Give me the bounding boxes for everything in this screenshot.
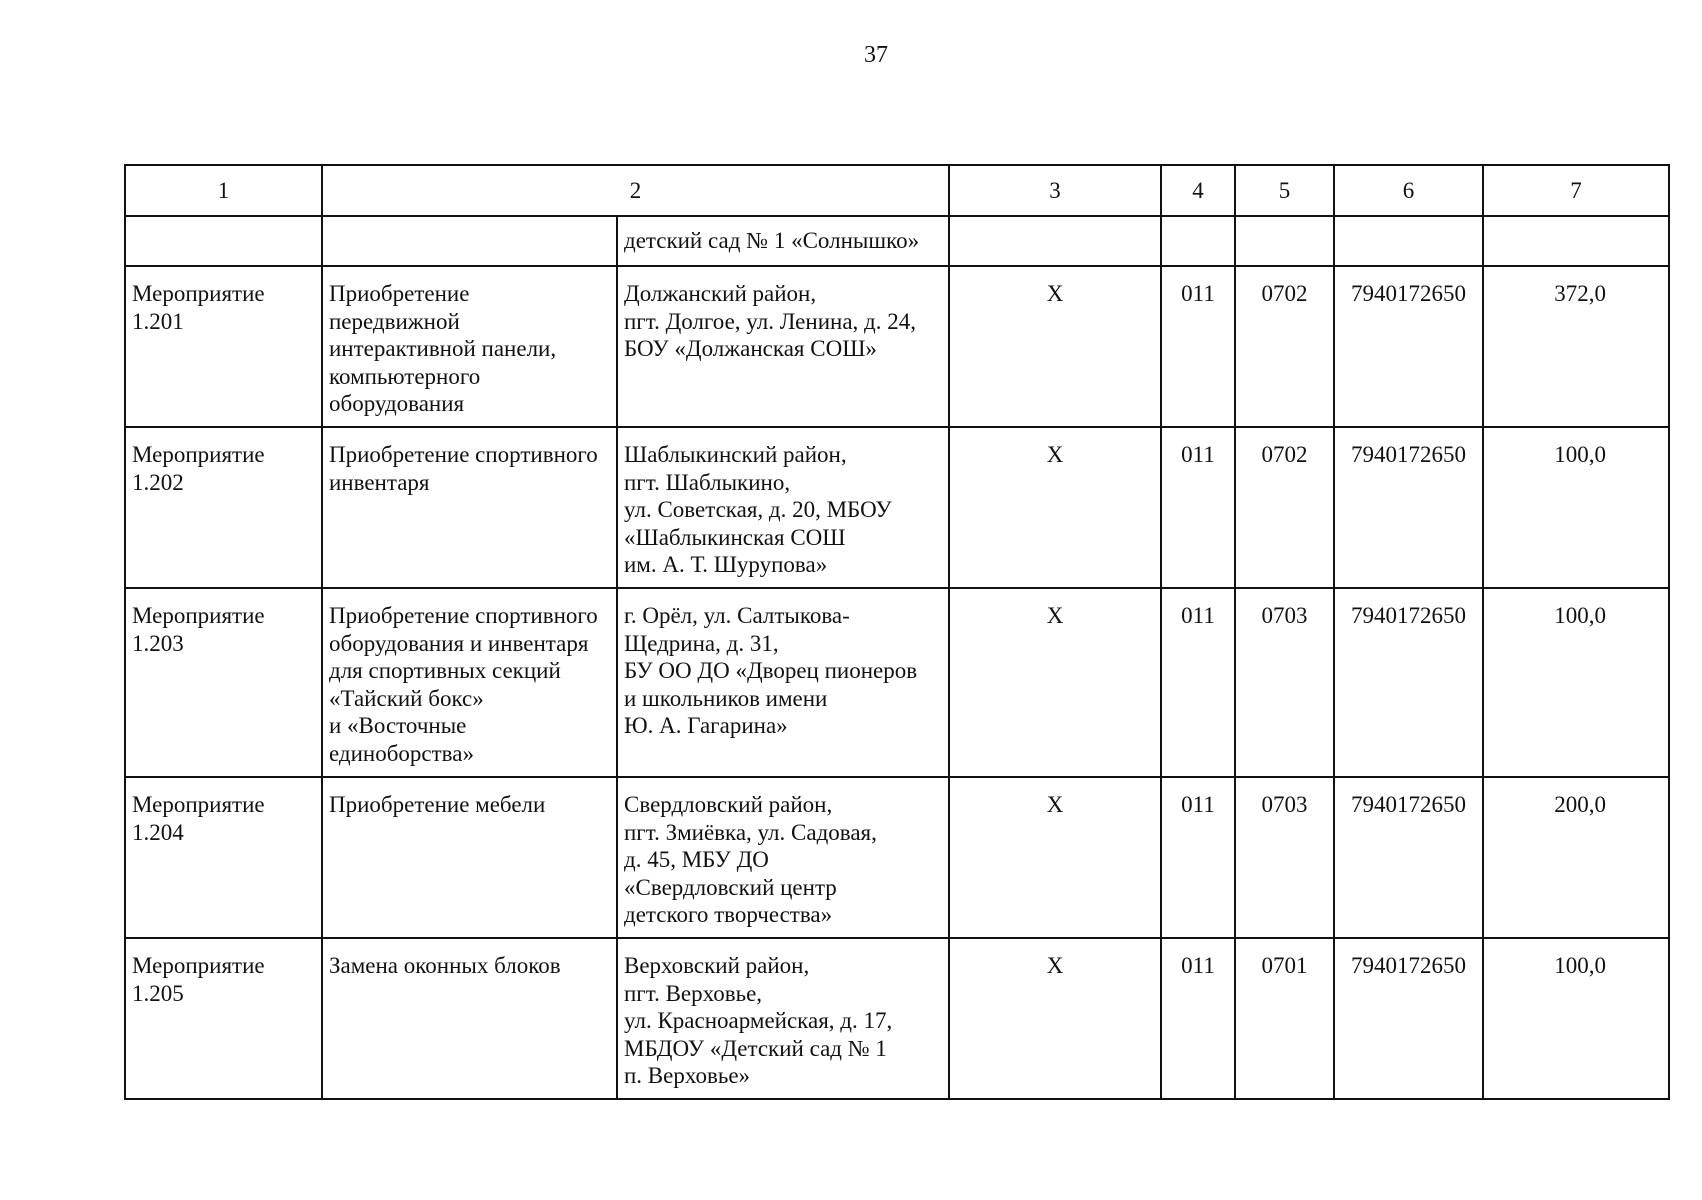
cell-col3: Х bbox=[949, 777, 1161, 938]
cell-col3: Х bbox=[949, 266, 1161, 427]
header-cell-2: 2 bbox=[322, 165, 949, 216]
cell-col5: 0703 bbox=[1235, 777, 1334, 938]
budget-table bbox=[124, 164, 1670, 1100]
cell-name bbox=[322, 216, 617, 266]
cell-location: Шаблыкинский район, пгт. Шаблыкино, ул. Советская, д. 20, МБОУ «Шаблыкинская СОШ им. А. Т. Шурупова» bbox=[617, 427, 949, 588]
cell-name: Замена оконных блоков bbox=[322, 938, 617, 1099]
cell-col5 bbox=[1235, 216, 1334, 266]
table-row bbox=[125, 588, 1669, 777]
cell-col4: 011 bbox=[1161, 427, 1235, 588]
cell-col3: Х bbox=[949, 588, 1161, 777]
cell-col3: Х bbox=[949, 427, 1161, 588]
header-cell-7: 7 bbox=[1483, 165, 1669, 216]
cell-name: Приобретение спортивного инвентаря bbox=[322, 427, 617, 588]
cell-col5: 0702 bbox=[1235, 266, 1334, 427]
cell-name: Приобретение спортивного оборудования и инвентаря для спортивных секций «Тайский бокс» и «Восточные единоборства» bbox=[322, 588, 617, 777]
cell-col6: 7940172650 bbox=[1334, 266, 1483, 427]
cell-col4: 011 bbox=[1161, 588, 1235, 777]
cell-col7 bbox=[1483, 216, 1669, 266]
cell-col7: 100,0 bbox=[1483, 427, 1669, 588]
continuation-row bbox=[125, 216, 1669, 266]
cell-col5: 0702 bbox=[1235, 427, 1334, 588]
cell-col4: 011 bbox=[1161, 938, 1235, 1099]
cell-event: Мероприятие 1.205 bbox=[125, 938, 322, 1099]
cell-location: Свердловский район, пгт. Змиёвка, ул. Садовая, д. 45, МБУ ДО «Свердловский центр детского творчества» bbox=[617, 777, 949, 938]
cell-col7: 100,0 bbox=[1483, 938, 1669, 1099]
cell-name: Приобретение мебели bbox=[322, 777, 617, 938]
table-row bbox=[125, 777, 1669, 938]
header-cell-5: 5 bbox=[1235, 165, 1334, 216]
cell-col7: 372,0 bbox=[1483, 266, 1669, 427]
cell-col4: 011 bbox=[1161, 777, 1235, 938]
cell-col7: 100,0 bbox=[1483, 588, 1669, 777]
cell-col5: 0703 bbox=[1235, 588, 1334, 777]
cell-col6: 7940172650 bbox=[1334, 427, 1483, 588]
header-cell-6: 6 bbox=[1334, 165, 1483, 216]
cell-name: Приобретение передвижной интерактивной панели, компьютерного оборудования bbox=[322, 266, 617, 427]
cell-col5: 0701 bbox=[1235, 938, 1334, 1099]
cell-col4 bbox=[1161, 216, 1235, 266]
cell-col4: 011 bbox=[1161, 266, 1235, 427]
cell-col6: 7940172650 bbox=[1334, 777, 1483, 938]
header-cell-1: 1 bbox=[125, 165, 322, 216]
cell-location: Верховский район, пгт. Верховье, ул. Красноармейская, д. 17, МБДОУ «Детский сад № 1 п. Верховье» bbox=[617, 938, 949, 1099]
cell-event: Мероприятие 1.201 bbox=[125, 266, 322, 427]
cell-event: Мероприятие 1.202 bbox=[125, 427, 322, 588]
cell-col6: 7940172650 bbox=[1334, 588, 1483, 777]
cell-col3: Х bbox=[949, 938, 1161, 1099]
header-cell-3: 3 bbox=[949, 165, 1161, 216]
page-number: 37 bbox=[864, 42, 888, 68]
cell-col6: 7940172650 bbox=[1334, 938, 1483, 1099]
cell-col6 bbox=[1334, 216, 1483, 266]
cell-location: детский сад № 1 «Солнышко» bbox=[617, 216, 949, 266]
table-row bbox=[125, 938, 1669, 1099]
cell-event: Мероприятие 1.203 bbox=[125, 588, 322, 777]
cell-location: г. Орёл, ул. Салтыкова- Щедрина, д. 31, БУ ОО ДО «Дворец пионеров и школьников имени Ю. А. Гагарина» bbox=[617, 588, 949, 777]
table-row bbox=[125, 266, 1669, 427]
table-row bbox=[125, 427, 1669, 588]
cell-event bbox=[125, 216, 322, 266]
header-row bbox=[125, 165, 1669, 216]
cell-location: Должанский район, пгт. Долгое, ул. Ленина, д. 24, БОУ «Должанская СОШ» bbox=[617, 266, 949, 427]
header-cell-4: 4 bbox=[1161, 165, 1235, 216]
cell-col3 bbox=[949, 216, 1161, 266]
cell-event: Мероприятие 1.204 bbox=[125, 777, 322, 938]
cell-col7: 200,0 bbox=[1483, 777, 1669, 938]
